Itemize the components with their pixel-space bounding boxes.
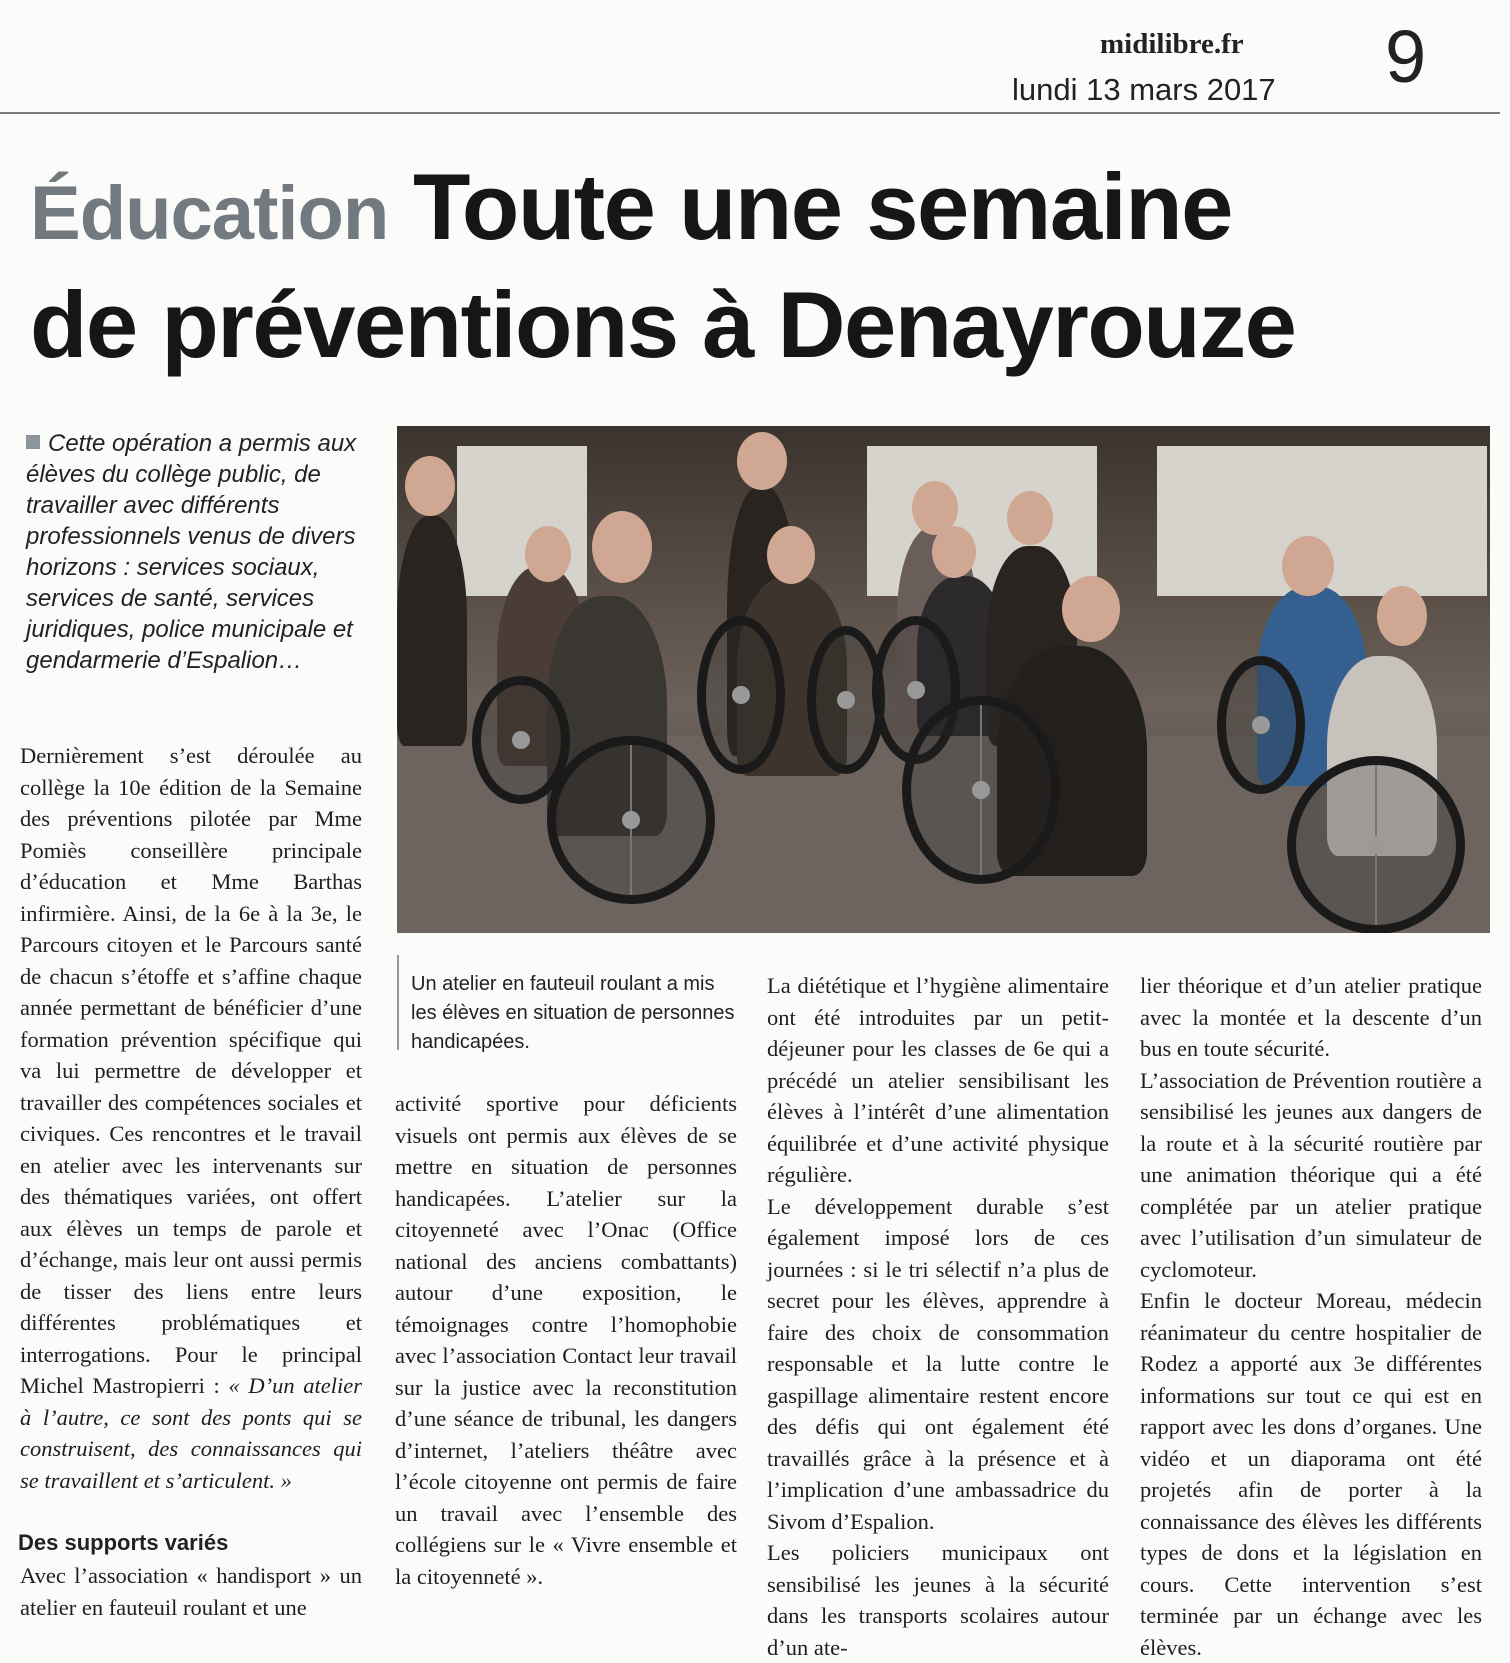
- rubric-label: Éducation: [30, 171, 389, 256]
- photo-caption: Un atelier en fauteuil roulant a mis les élèves en situation de personnes handicapées.: [411, 973, 735, 1053]
- column-1-text: Dernièrement s’est déroulée au collège la 10e édition de la Semaine des préventions pilotée par Mme Pomiès conseillère principale d’éducation et Mme Barthas infirmière. Ainsi, de la 6e à la 3e, le Parcours citoyen et le Parcours santé de chacun s’étoffe et s’affine chaque année permettant de bénéficier d’une formation prévention spécifique qui va lui permettre de développer et travailler des compétences sociales et civiques. Ces rencontres et le travail en atelier avec les intervenants sur des thématiques variées, ont offert aux élèves un temps de parole et d’échange, mais leur ont aussi permis de tisser des liens entre leurs différentes problématiques et interrogations. Pour le principal Michel Mastropierri :: [20, 743, 362, 1398]
- student-head: [525, 526, 571, 582]
- title-line-1: Toute une semaine: [412, 154, 1232, 259]
- wheelchair-wheel: [1287, 756, 1465, 933]
- student-head: [737, 432, 787, 490]
- article-photo: [397, 426, 1490, 933]
- column-2: [395, 1088, 737, 1592]
- column-4: [1140, 970, 1482, 1663]
- column-4-paragraph-2: L’association de Prévention routière a sensibilisé les jeunes aux dangers de la route et à la sécurité routière par une animation théorique qui a été complétée par un atelier pratique avec l’utilisation d’un simulateur de cyclomoteur.: [1140, 1067, 1482, 1282]
- article-title: [30, 148, 1500, 385]
- article-lead: [26, 428, 366, 676]
- student-head: [405, 456, 455, 516]
- issue-date: lundi 13 mars 2017: [1012, 72, 1276, 107]
- adult-head: [1282, 536, 1334, 596]
- student-head: [1007, 491, 1053, 545]
- wheelchair-wheel: [697, 616, 785, 774]
- student-head: [1377, 586, 1427, 646]
- column-3-paragraph-2: Le développement durable s’est également imposé lors de ces journées : si le tri sélectif n’a plus de secret pour les élèves, apprendre à faire des choix de consommation responsable et la lutte contre le gaspillage alimentaire restent encore des défis qui ont également été travaillés grâce à la présence et à l’implication d’une ambassadrice du Sivom d’Espalion.: [767, 1193, 1109, 1534]
- student-head: [1062, 576, 1120, 642]
- column-3-paragraph-1: La diététique et l’hygiène alimentaire ont été introduites par un petit-déjeuner pour les classes de 6e qui a précédé un atelier sensibilisant les élèves à l’intérêt d’une alimentation équilibrée et d’une activité physique régulière.: [767, 973, 1109, 1187]
- page-number: 9: [1385, 15, 1427, 98]
- subheading: Des supports variés: [18, 1530, 229, 1555]
- title-line-2: de préventions à Denayrouze: [30, 272, 1296, 378]
- wheelchair-wheel: [472, 676, 570, 804]
- wheelchair-wheel: [547, 736, 715, 904]
- student-head: [592, 511, 652, 583]
- column-3-paragraph-3: Les policiers municipaux ont sensibilisé les jeunes à la sécurité dans les transports scolaires autour d’un ate-: [767, 1540, 1109, 1660]
- bullet-square-icon: [26, 435, 40, 449]
- column-2-text: activité sportive pour déficients visuels ont permis aux élèves de se mettre en situation de personnes handicapées. L’atelier sur la citoyenneté avec l’Onac (Office national des anciens combattants) autour d’une exposition, le témoignages contre l’homophobie avec l’association Contact leur travail sur la justice avec la reconstitution d’une séance de tribunal, les dangers d’internet, l’ateliers théâtre avec l’école citoyenne ont permis de faire un travail avec l’ensemble des collégiens sur le « Vivre ensemble et la citoyenneté ».: [395, 1091, 737, 1589]
- student-head: [932, 526, 976, 578]
- column-4-paragraph-1: lier théorique et d’un atelier pratique avec la montée et la descente d’un bus en toute sécurité.: [1140, 973, 1482, 1061]
- column-1b-text: Avec l’association « handisport » un atelier en fauteuil roulant et une: [20, 1563, 362, 1620]
- column-4-paragraph-3: Enfin le docteur Moreau, médecin réanimateur du centre hospitalier de Rodez a apporté aux 3e différentes informations sur tout ce qui est en rapport avec les dons d’organes. Une vidéo et un diaporama ont été projetés afin de porter à la connaissance des élèves les différents types de dons et la législation en cours. Cette intervention s’est terminée par un échange avec les élèves.: [1140, 1288, 1482, 1660]
- wheelchair-wheel: [902, 696, 1060, 884]
- student-figure: [397, 516, 467, 746]
- column-3: [767, 970, 1109, 1663]
- lead-text: Cette opération a permis aux élèves du collège public, de travailler avec différents professionnels venus de divers horizons : services sociaux, services de santé, services juridiques, police municipale et gendarmerie d’Espalion…: [26, 430, 357, 674]
- student-head: [767, 526, 815, 584]
- newspaper-site: midilibre.fr: [1100, 28, 1244, 60]
- column-1-continued: [20, 1560, 362, 1623]
- column-1: [20, 740, 362, 1496]
- caption-bar: [397, 955, 399, 1050]
- wheelchair-wheel: [1217, 656, 1305, 794]
- header-rule: [0, 112, 1500, 114]
- principal-quote: « D’un atelier à l’autre, ce sont des ponts qui se construisent, des connaissances qui se travaillent et s’articulent. »: [20, 1373, 363, 1493]
